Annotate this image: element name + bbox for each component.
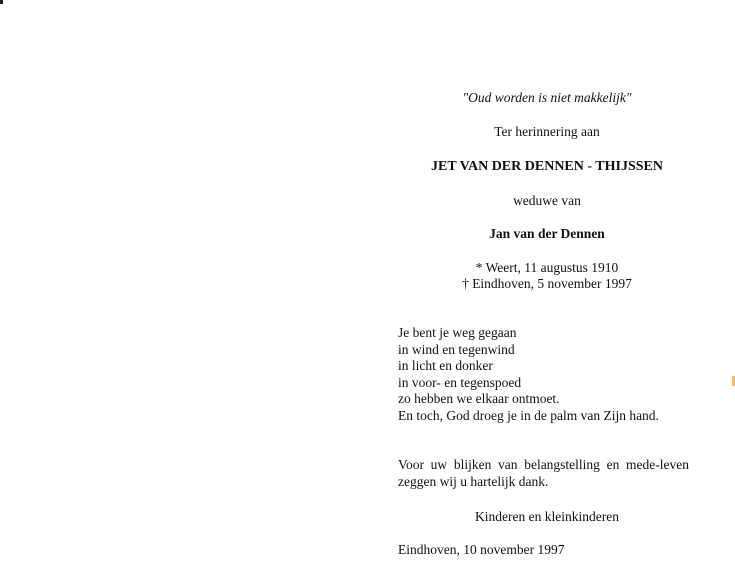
poem-line: zo hebben we elkaar ontmoet. bbox=[398, 391, 560, 406]
poem bbox=[398, 325, 659, 424]
poem-line: En toch, God droeg je in de palm van Zijn hand. bbox=[398, 407, 659, 423]
poem-line: in licht en donker bbox=[398, 358, 493, 373]
place-date: Eindhoven, 10 november 1997 bbox=[398, 542, 565, 557]
relation-text: weduwe van bbox=[513, 193, 581, 208]
memorial-quote: "Oud worden is niet makkelijk" bbox=[462, 90, 632, 105]
poem-line: in wind en tegenwind bbox=[398, 341, 515, 357]
poem-line: in voor- en tegenspoed bbox=[398, 374, 522, 390]
birth-line: * Weert, 11 augustus 1910 bbox=[475, 260, 619, 275]
deceased-name: JET VAN DER DENNEN - THIJSSEN bbox=[431, 159, 663, 174]
scan-corner-mark bbox=[0, 0, 3, 4]
thanks-text: Voor uw blijken van belangstelling en mede-leven zeggen wij u hartelijk dank. bbox=[398, 457, 689, 489]
intro-text: Ter herinnering aan bbox=[494, 124, 600, 139]
death-line: † Eindhoven, 5 november 1997 bbox=[462, 276, 632, 291]
spouse-name: Jan van der Dennen bbox=[489, 226, 605, 241]
poem-line: Je bent je weg gegaan bbox=[398, 325, 517, 340]
signature: Kinderen en kleinkinderen bbox=[475, 509, 619, 524]
